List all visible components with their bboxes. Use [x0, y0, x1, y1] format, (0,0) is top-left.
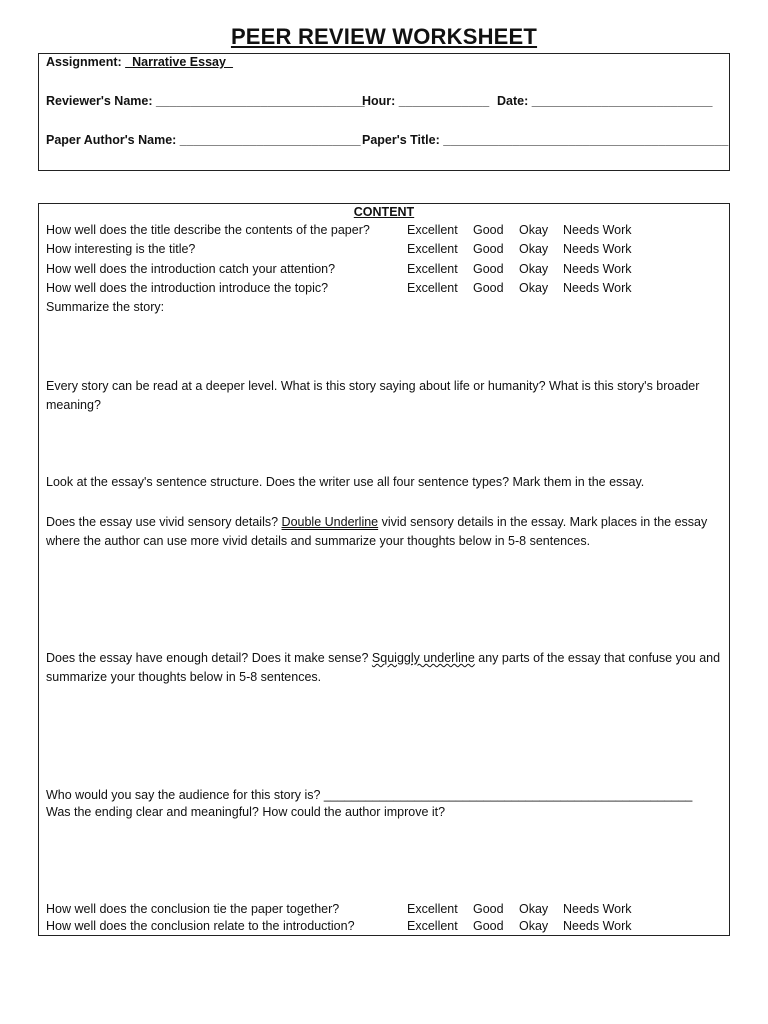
rating-needs-work[interactable]: Needs Work — [563, 223, 632, 237]
question-intro-topic: How well does the introduction introduce the topic? — [46, 281, 329, 295]
rating-okay[interactable]: Okay — [519, 262, 549, 276]
hour-field[interactable]: Hour: _____________ — [362, 94, 490, 108]
audience-field[interactable]: Who would you say the audience for this story is? _____________________________________________________ — [46, 788, 693, 802]
rating-okay[interactable]: Okay — [519, 242, 549, 256]
summarize-prompt: Summarize the story: — [46, 300, 165, 314]
rating-excellent[interactable]: Excellent — [407, 902, 458, 916]
sensory-prompt-end: vivid sensory details in the essay. Mark places in the essay where the author can use more vivid details and summarize your thoughts below in 5-8 sentences. — [46, 515, 708, 548]
detail-sense-prompt — [46, 649, 721, 687]
date-field[interactable]: Date: __________________________ — [497, 94, 713, 108]
author-name-field[interactable]: Paper Author's Name: __________________________ — [46, 133, 361, 147]
question-title-describes: How well does the title describe the contents of the paper? — [46, 223, 370, 237]
rating-okay[interactable]: Okay — [519, 902, 549, 916]
rating-needs-work[interactable]: Needs Work — [563, 281, 632, 295]
section-title: CONTENT — [353, 205, 415, 219]
rating-okay[interactable]: Okay — [519, 223, 549, 237]
header-info-box — [38, 53, 730, 171]
rating-needs-work[interactable]: Needs Work — [563, 902, 632, 916]
assignment-label: Assignment: — [46, 55, 122, 69]
rating-needs-work[interactable]: Needs Work — [563, 919, 632, 933]
sensory-prompt-start: Does the essay use vivid sensory details? — [46, 515, 279, 529]
ending-prompt: Was the ending clear and meaningful? How could the author improve it? — [46, 805, 446, 819]
question-conclusion-ties: How well does the conclusion tie the paper together? — [46, 902, 340, 916]
sensory-details-prompt — [46, 513, 721, 551]
rating-good[interactable]: Good — [473, 281, 504, 295]
assignment-value: _Narrative Essay_ — [125, 55, 233, 69]
rating-good[interactable]: Good — [473, 223, 504, 237]
rating-good[interactable]: Good — [473, 902, 504, 916]
question-intro-attention: How well does the introduction catch your attention? — [46, 262, 336, 276]
sentence-structure-prompt: Look at the essay's sentence structure. Does the writer use all four sentence types? Mark them in the essay. — [46, 475, 645, 489]
detail-prompt-start: Does the essay have enough detail? Does it make sense? — [46, 651, 369, 665]
rating-needs-work[interactable]: Needs Work — [563, 262, 632, 276]
paper-title-field[interactable]: Paper's Title: _________________________________________ — [362, 133, 729, 147]
rating-okay[interactable]: Okay — [519, 281, 549, 295]
reviewer-name-field[interactable]: Reviewer's Name: ______________________________ — [46, 94, 365, 108]
squiggly-underline-term: Squiggly underline — [371, 651, 475, 665]
rating-excellent[interactable]: Excellent — [407, 281, 458, 295]
rating-needs-work[interactable]: Needs Work — [563, 242, 632, 256]
page-title: PEER REVIEW WORKSHEET — [230, 24, 538, 49]
rating-excellent[interactable]: Excellent — [407, 242, 458, 256]
deeper-meaning-prompt: Every story can be read at a deeper level. What is this story saying about life or humanity? What is this story's broader meaning? — [46, 379, 700, 412]
rating-excellent[interactable]: Excellent — [407, 223, 458, 237]
rating-excellent[interactable]: Excellent — [407, 262, 458, 276]
question-conclusion-relates: How well does the conclusion relate to the introduction? — [46, 919, 355, 933]
rating-good[interactable]: Good — [473, 242, 504, 256]
rating-okay[interactable]: Okay — [519, 919, 549, 933]
rating-good[interactable]: Good — [473, 919, 504, 933]
content-section-box — [38, 203, 730, 936]
detail-prompt-end: any parts of the essay that confuse you and summarize your thoughts below in 5-8 sentences. — [46, 651, 721, 684]
rating-excellent[interactable]: Excellent — [407, 919, 458, 933]
question-title-interesting: How interesting is the title? — [46, 242, 196, 256]
rating-good[interactable]: Good — [473, 262, 504, 276]
assignment-row — [46, 55, 233, 69]
double-underline-term: Double Underline — [281, 515, 379, 529]
